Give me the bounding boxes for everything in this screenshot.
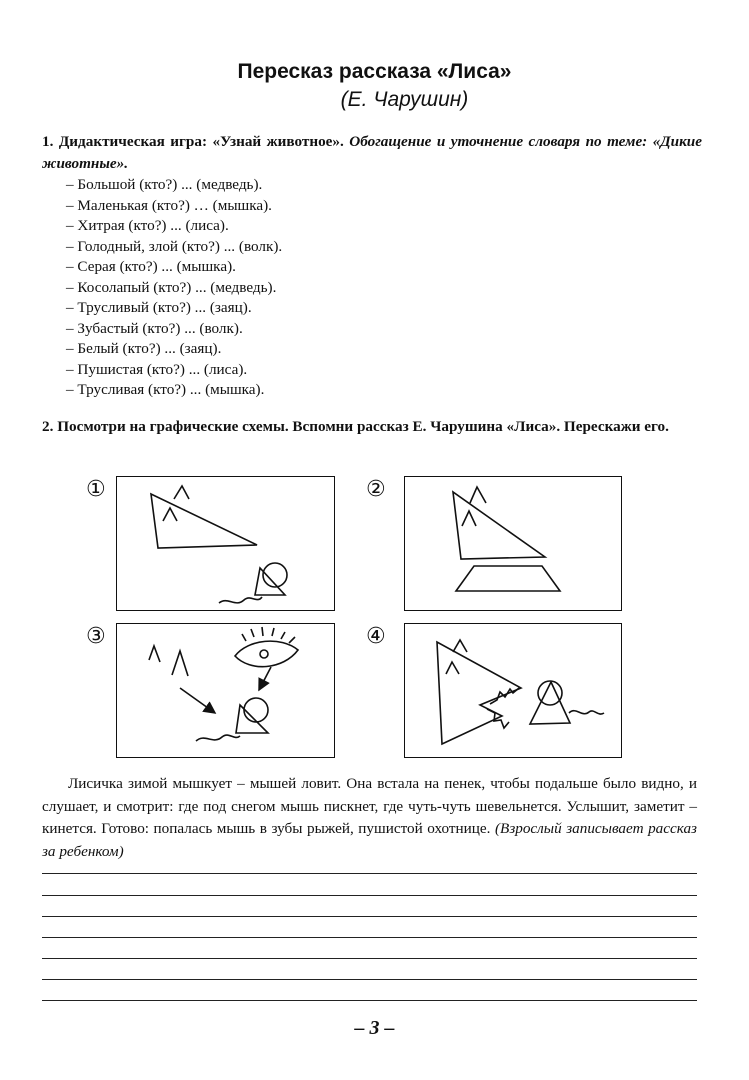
list-item: – Трусливая (кто?) ... (мышка).: [66, 381, 265, 398]
writing-line[interactable]: [42, 895, 697, 896]
panel-number-1: ①: [86, 477, 106, 502]
list-item: – Белый (кто?) ... (заяц).: [66, 340, 222, 357]
stump-icon: [456, 566, 560, 591]
list-item: – Серая (кто?) ... (мышка).: [66, 258, 236, 275]
task1-heading-bold: 1. Дидактическая игра: «Узнай животное».: [42, 133, 344, 150]
page-number: – 3 –: [354, 1017, 395, 1039]
fox-jaws-icon: [437, 640, 521, 744]
story-body: Лисичка зимой мышкует – мышей ловит. Она встала на пенек, чтобы подальше было видно, и слушает, и смотрит: где под снегом мышь пискнет, где чуть-чуть шевельнется. Услышит, заметит – кинется. Готово: попалась мышь в зубы рыжей, пушистой охотнице.: [42, 775, 697, 837]
writing-line[interactable]: [42, 958, 697, 959]
writing-line[interactable]: [42, 916, 697, 917]
snow-line-icon: [219, 597, 262, 603]
writing-line[interactable]: [42, 873, 697, 874]
writing-line[interactable]: [42, 979, 697, 980]
snow-line-icon: [569, 711, 604, 714]
snow-line-icon: [196, 735, 240, 741]
list-item: – Голодный, злой (кто?) ... (волк).: [66, 237, 283, 255]
fox-triangle-icon: [453, 487, 545, 559]
panel-number-4: ④: [366, 624, 386, 649]
panel-number-2: ②: [366, 477, 386, 502]
list-item: – Трусливый (кто?) ... (заяц).: [66, 299, 252, 316]
list-item: – Большой (кто?) ... (медведь).: [66, 176, 263, 193]
mouse-icon: [255, 563, 287, 595]
mouse-icon: [236, 698, 268, 733]
list-item: – Хитрая (кто?) ... (лиса).: [66, 217, 229, 234]
list-item: – Маленькая (кто?) … (мышка).: [66, 196, 272, 214]
story-text: [42, 773, 697, 863]
story-note: (Взрослый записывает рассказ за ребенком): [42, 820, 697, 860]
ears-icon: [149, 646, 188, 676]
list-item: – Зубастый (кто?) ... (волк).: [66, 319, 243, 337]
list-item: – Пушистая (кто?) ... (лиса).: [66, 360, 248, 378]
task1-heading-italic: Обогащение и уточнение словаря по теме: «Дикие животные».: [42, 133, 702, 172]
arrow-icon: [259, 667, 271, 690]
panel-number-3: ③: [86, 624, 106, 649]
mouse-icon: [530, 681, 570, 724]
arrow-icon: [180, 688, 215, 713]
fox-triangle-icon: [151, 486, 257, 548]
writing-line[interactable]: [42, 1000, 697, 1001]
writing-line[interactable]: [42, 937, 697, 938]
page-title: Пересказ рассказа «Лиса»: [237, 60, 512, 83]
task2-heading: 2. Посмотри на графические схемы. Вспомни рассказ Е. Чарушина «Лиса». Перескажи его.: [42, 418, 669, 435]
list-item: – Косолапый (кто?) ... (медведь).: [66, 278, 277, 296]
page-subtitle: (Е. Чарушин): [340, 88, 469, 111]
eye-icon: [235, 627, 298, 667]
